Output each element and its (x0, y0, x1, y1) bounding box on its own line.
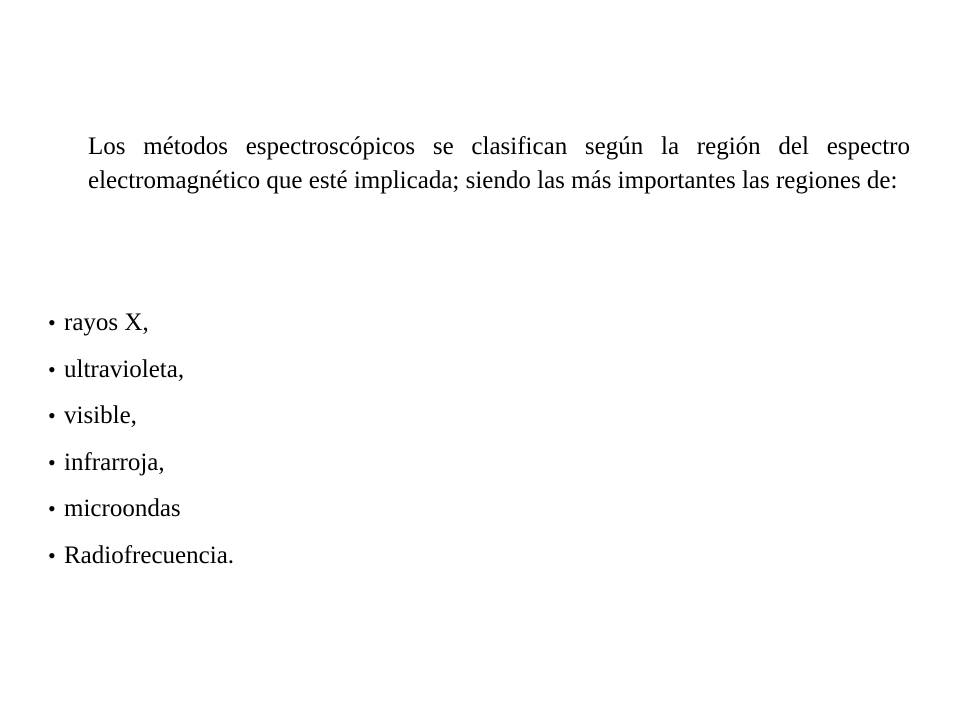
list-item-label: microondas (64, 495, 181, 522)
list-item-label: infrarroja, (64, 448, 165, 476)
intro-paragraph: Los métodos espectroscópicos se clasifican según la región del espectro electromagnético que esté implicada; siendo las más importantes las regiones de: (88, 133, 910, 194)
list-item-infrarroja (48, 446, 234, 493)
bullet-icon: • (48, 542, 56, 568)
list-item-microondas (48, 492, 234, 539)
list-item-radiofrecuencia (48, 539, 234, 586)
bullet-icon: • (48, 356, 56, 382)
list-item-label: rayos X, (64, 309, 149, 336)
bullet-icon: • (48, 310, 56, 335)
list-item-ultravioleta (48, 353, 234, 400)
list-item-label: ultravioleta, (64, 355, 185, 383)
region-list (48, 306, 234, 585)
bullet-icon: • (48, 496, 56, 521)
list-item-rayos-x (48, 306, 234, 353)
list-item-label: Radiofrecuencia. (64, 541, 235, 569)
bullet-icon: • (48, 403, 56, 428)
list-item-label: visible, (64, 402, 137, 429)
bullet-icon: • (48, 449, 56, 475)
list-item-visible (48, 399, 234, 446)
